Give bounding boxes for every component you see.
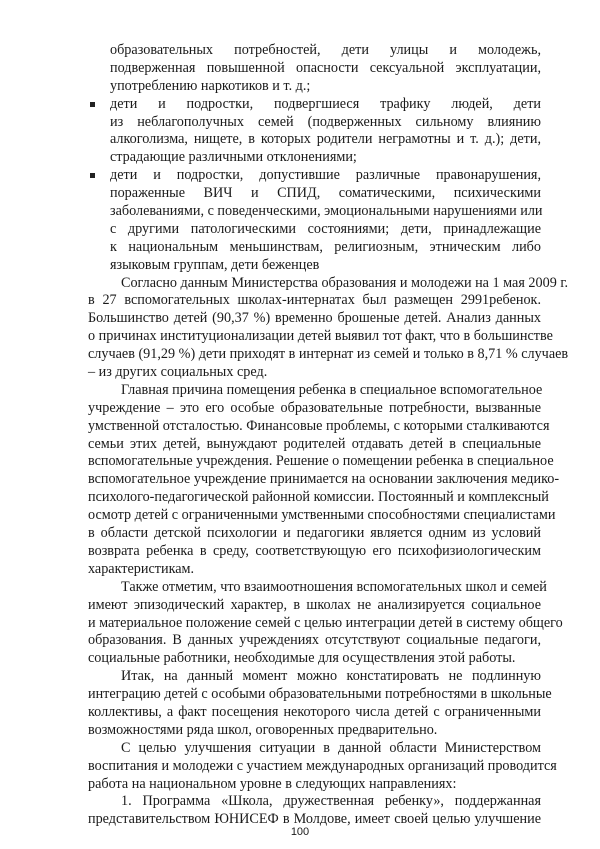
paragraph: [88, 793, 541, 829]
bullet-icon: [90, 173, 95, 178]
text-line: с другими патологическими состояниями; дети, принадлежащие: [110, 220, 541, 237]
text-line: возврата ребенка в среду, соответствующую его психофизиологическим: [88, 542, 541, 559]
text-line: подверженная повышенной опасности сексуальной эксплуатации,: [110, 59, 541, 76]
text-line: вспомогательные учреждения. Решение о помещении ребенка в специальное: [88, 453, 554, 470]
text-line: воспитания и молодежи с участием международных организаций проводится: [88, 757, 557, 774]
paragraph: [88, 578, 563, 668]
text-line: работа на национальном уровне в следующих направлениях:: [88, 775, 457, 792]
text-line: Итак, на данный момент можно констатировать не подлинную: [121, 668, 541, 685]
text-line: в области детской психологии и педагогики является одним из условий: [88, 525, 541, 542]
text-line: Главная причина помещения ребенка в специальное вспомогательное: [121, 381, 543, 398]
text-line: возможностями ряда школ, оговоренных предварительно.: [88, 721, 438, 738]
text-line: осмотр детей с ограниченными умственными способностями специалистами: [88, 507, 556, 524]
text-line: страдающие различными отклонениями;: [110, 149, 357, 166]
text-line: коллективы, а факт посещения некоторого числа детей с ограниченными: [88, 703, 541, 720]
text-line: социальные работники, необходимые для осуществления этой работы.: [88, 650, 516, 667]
text-line: и материальное положение семей с целью интеграции детей в систему общего: [88, 614, 563, 631]
paragraph: [88, 668, 552, 740]
text-line: С целью улучшения ситуации в данной области Министерством: [121, 739, 541, 756]
text-line: представительством ЮНИСЕФ в Молдове, имеет своей целью улучшение: [88, 811, 541, 828]
text-line: употреблению наркотиков и т. д.;: [110, 77, 311, 94]
text-line: о причинах институционализации детей выявил тот факт, что в большинстве: [88, 328, 553, 345]
paragraph: [88, 274, 569, 382]
text-line: вспомогательное учреждение принимается на основании заключения медико-: [88, 471, 560, 488]
text-line: алкоголизма, нищете, в которых родители неграмотны и т. д.); дети,: [110, 131, 541, 148]
text-line: языковым группам, дети беженцев: [110, 256, 320, 273]
text-line: образовательных потребностей, дети улицы и молодежь,: [110, 42, 541, 58]
list-item: [110, 167, 541, 274]
text-line: – из других социальных сред.: [88, 364, 268, 381]
text-line: заболеваниями, с поведенческими, эмоциональными нарушениями или: [110, 203, 543, 220]
list-item: [110, 42, 541, 96]
paragraph: [88, 381, 560, 579]
text-line: пораженные ВИЧ и СПИД, соматическими, психическими: [110, 185, 541, 202]
text-line: Большинство детей (90,37 %) временно брошеные детей. Анализ данных: [88, 310, 541, 327]
text-line: дети и подростки, допустившие различные правонарушения,: [110, 167, 541, 184]
list-item: [110, 96, 541, 168]
document-page: [0, 42, 600, 829]
text-line: 1. Программа «Школа, дружественная ребенку», поддержанная: [121, 793, 541, 810]
text-line: из неблагополучных семей (подверженных сильному влиянию: [110, 113, 541, 130]
text-line: семьи этих детей, вынуждают родителей отдавать детей в специальные: [88, 435, 541, 452]
text-line: случаев (91,29 %) дети приходят в интернат из семей и только в 8,71 % случаев: [88, 346, 569, 363]
text-line: умственной отсталостью. Финансовые проблемы, с которыми сталкиваются: [88, 417, 550, 434]
paragraph: [88, 739, 557, 794]
text-line: к национальным меньшинствам, религиозным, этническим либо: [110, 238, 541, 255]
text-line: характеристикам.: [88, 560, 195, 577]
text-line: Согласно данным Министерства образования и молодежи на 1 мая 2009 г.: [121, 274, 569, 291]
bullet-icon: [90, 102, 95, 107]
text-line: образования. В данных учреждениях отсутствуют социальные педагоги,: [88, 632, 541, 649]
text-line: Также отметим, что взаимоотношения вспомогательных школ и семей: [121, 578, 547, 595]
text-line: интеграцию детей с особыми образовательными потребностями в школьные: [88, 686, 552, 703]
text-line: учреждение – это его особые образовательные потребности, вызванные: [88, 399, 541, 416]
text-line: дети и подростки, подвергшиеся трафику людей, дети: [110, 95, 541, 112]
text-line: в 27 вспомогательных школах-интернатах был размещен 2991ребенок.: [88, 292, 541, 309]
text-line: психолого-педагогической районной комиссии. Постоянный и комплексный: [88, 489, 549, 506]
text-line: имеют эпизодический характер, в школах не анализируется социальное: [88, 596, 541, 613]
page-number: 100: [290, 826, 310, 838]
